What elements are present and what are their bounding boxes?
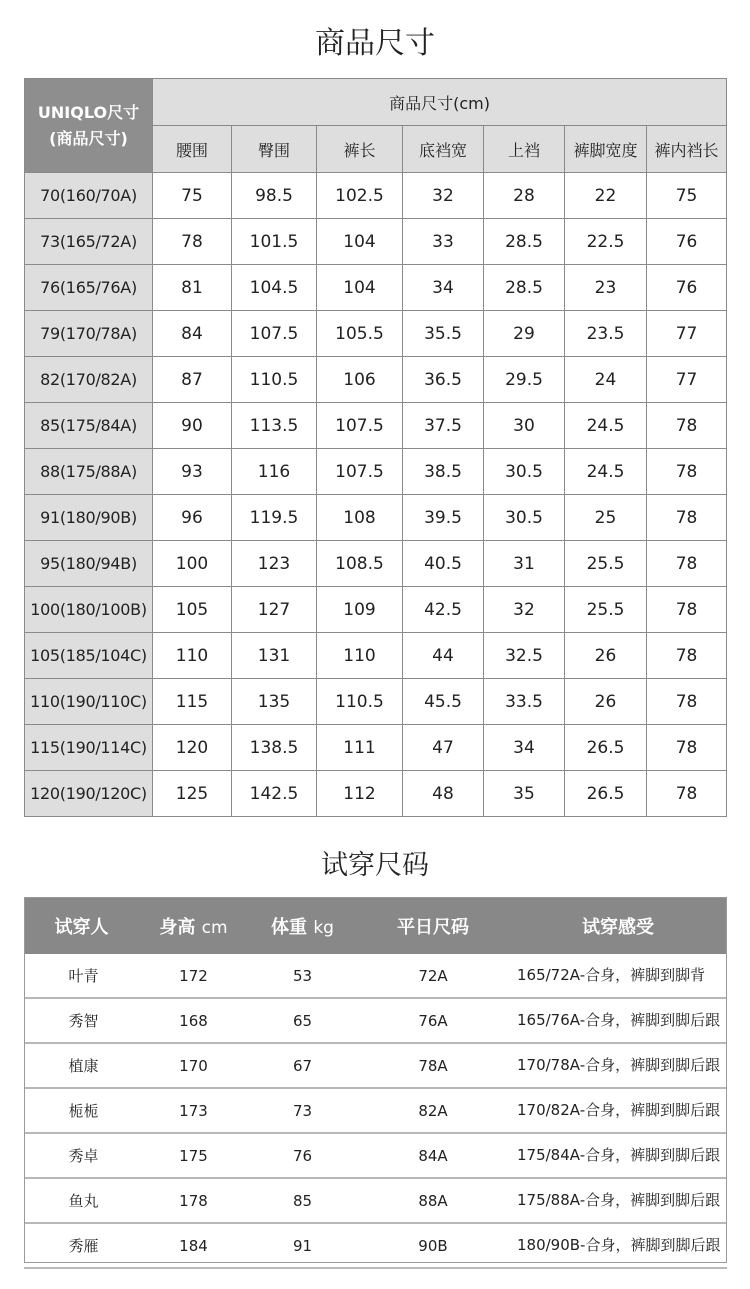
size-row <box>25 219 727 265</box>
size-row <box>25 587 727 633</box>
fit-weight-cell: 73 <box>248 1088 357 1133</box>
size-value-cell: 31 <box>484 541 565 587</box>
corner-label-line2: (商品尺寸) <box>49 128 128 148</box>
size-table <box>24 78 727 817</box>
size-column-header: 上裆 <box>484 126 565 173</box>
size-value-cell: 36.5 <box>403 357 484 403</box>
size-value-cell: 33.5 <box>484 679 565 725</box>
size-value-cell: 111 <box>317 725 403 771</box>
size-value-cell: 142.5 <box>232 771 317 817</box>
size-value-cell: 28.5 <box>484 219 565 265</box>
size-value-cell: 78 <box>647 403 727 449</box>
size-value-cell: 84 <box>153 311 232 357</box>
size-row <box>25 449 727 495</box>
size-column-header: 裤脚宽度 <box>565 126 647 173</box>
size-value-cell: 30 <box>484 403 565 449</box>
size-value-cell: 78 <box>647 587 727 633</box>
size-value-cell: 123 <box>232 541 317 587</box>
size-value-cell: 98.5 <box>232 173 317 219</box>
fit-size-cell: 82A <box>357 1088 509 1133</box>
size-value-cell: 108.5 <box>317 541 403 587</box>
size-value-cell: 24.5 <box>565 403 647 449</box>
size-value-cell: 26 <box>565 679 647 725</box>
size-value-cell: 106 <box>317 357 403 403</box>
size-value-cell: 30.5 <box>484 449 565 495</box>
size-value-cell: 78 <box>647 449 727 495</box>
fit-feel-cell: 170/78A-合身，裤脚到脚后跟 <box>509 1043 727 1088</box>
size-value-cell: 107.5 <box>317 403 403 449</box>
size-value-cell: 29 <box>484 311 565 357</box>
size-value-cell: 24.5 <box>565 449 647 495</box>
fit-person-cell: 栀栀 <box>24 1088 139 1133</box>
size-value-cell: 34 <box>484 725 565 771</box>
size-value-cell: 78 <box>647 541 727 587</box>
size-label-cell: 100(180/100B) <box>25 587 153 633</box>
size-value-cell: 25.5 <box>565 541 647 587</box>
size-value-cell: 104 <box>317 219 403 265</box>
size-row <box>25 633 727 679</box>
size-value-cell: 32.5 <box>484 633 565 679</box>
size-label-cell: 120(190/120C) <box>25 771 153 817</box>
fit-person-cell: 秀智 <box>24 998 139 1043</box>
fit-header-feel: 试穿感受 <box>509 897 727 954</box>
size-value-cell: 101.5 <box>232 219 317 265</box>
size-value-cell: 76 <box>647 219 727 265</box>
size-row <box>25 771 727 817</box>
fit-person-cell: 叶青 <box>24 954 139 998</box>
fit-size-cell: 84A <box>357 1133 509 1178</box>
fit-height-cell: 184 <box>139 1223 248 1268</box>
fit-row <box>24 1223 727 1268</box>
size-label-cell: 95(180/94B) <box>25 541 153 587</box>
fit-size-cell: 88A <box>357 1178 509 1223</box>
fit-height-cell: 178 <box>139 1178 248 1223</box>
size-label-cell: 85(175/84A) <box>25 403 153 449</box>
size-value-cell: 48 <box>403 771 484 817</box>
size-label-cell: 82(170/82A) <box>25 357 153 403</box>
size-column-header: 裤长 <box>317 126 403 173</box>
size-value-cell: 102.5 <box>317 173 403 219</box>
fit-row <box>24 1043 727 1088</box>
size-value-cell: 39.5 <box>403 495 484 541</box>
fit-size-cell: 90B <box>357 1223 509 1268</box>
size-row <box>25 403 727 449</box>
size-value-cell: 34 <box>403 265 484 311</box>
size-value-cell: 87 <box>153 357 232 403</box>
size-value-cell: 22.5 <box>565 219 647 265</box>
size-value-cell: 28.5 <box>484 265 565 311</box>
size-value-cell: 42.5 <box>403 587 484 633</box>
size-value-cell: 78 <box>647 725 727 771</box>
fit-feel-cell: 165/76A-合身，裤脚到脚后跟 <box>509 998 727 1043</box>
size-row <box>25 679 727 725</box>
size-value-cell: 107.5 <box>317 449 403 495</box>
size-label-cell: 79(170/78A) <box>25 311 153 357</box>
size-value-cell: 32 <box>484 587 565 633</box>
fit-feel-cell: 170/82A-合身，裤脚到脚后跟 <box>509 1088 727 1133</box>
size-value-cell: 25 <box>565 495 647 541</box>
size-value-cell: 78 <box>153 219 232 265</box>
size-value-cell: 125 <box>153 771 232 817</box>
size-value-cell: 29.5 <box>484 357 565 403</box>
size-value-cell: 33 <box>403 219 484 265</box>
size-value-cell: 108 <box>317 495 403 541</box>
size-value-cell: 120 <box>153 725 232 771</box>
fit-weight-cell: 67 <box>248 1043 357 1088</box>
size-row <box>25 265 727 311</box>
size-value-cell: 119.5 <box>232 495 317 541</box>
size-value-cell: 26.5 <box>565 771 647 817</box>
size-value-cell: 32 <box>403 173 484 219</box>
size-value-cell: 110.5 <box>317 679 403 725</box>
size-column-header: 底裆宽 <box>403 126 484 173</box>
size-value-cell: 96 <box>153 495 232 541</box>
fit-row <box>24 998 727 1043</box>
fit-row <box>24 1133 727 1178</box>
size-value-cell: 37.5 <box>403 403 484 449</box>
fit-header-size: 平日尺码 <box>357 897 509 954</box>
size-value-cell: 115 <box>153 679 232 725</box>
size-value-cell: 28 <box>484 173 565 219</box>
size-value-cell: 26.5 <box>565 725 647 771</box>
fit-height-cell: 175 <box>139 1133 248 1178</box>
size-value-cell: 112 <box>317 771 403 817</box>
size-value-cell: 23.5 <box>565 311 647 357</box>
size-label-cell: 88(175/88A) <box>25 449 153 495</box>
size-value-cell: 104 <box>317 265 403 311</box>
size-value-cell: 78 <box>647 633 727 679</box>
fit-weight-cell: 76 <box>248 1133 357 1178</box>
fit-person-cell: 植康 <box>24 1043 139 1088</box>
size-row <box>25 541 727 587</box>
size-value-cell: 77 <box>647 357 727 403</box>
size-value-cell: 78 <box>647 771 727 817</box>
size-value-cell: 75 <box>647 173 727 219</box>
fit-header-weight-unit: kg <box>313 917 334 938</box>
fit-height-cell: 170 <box>139 1043 248 1088</box>
size-label-cell: 73(165/72A) <box>25 219 153 265</box>
size-column-header: 裤内裆长 <box>647 126 727 173</box>
size-value-cell: 113.5 <box>232 403 317 449</box>
size-value-cell: 131 <box>232 633 317 679</box>
fit-header-person: 试穿人 <box>24 897 139 954</box>
fit-weight-cell: 53 <box>248 954 357 998</box>
size-row <box>25 357 727 403</box>
size-value-cell: 110.5 <box>232 357 317 403</box>
size-value-cell: 138.5 <box>232 725 317 771</box>
fit-table <box>24 897 727 1269</box>
size-value-cell: 127 <box>232 587 317 633</box>
size-column-header: 臀围 <box>232 126 317 173</box>
fit-header-height-unit: cm <box>201 917 228 938</box>
size-value-cell: 40.5 <box>403 541 484 587</box>
size-section-title: 商品尺寸 <box>315 26 435 61</box>
size-label-cell: 115(190/114C) <box>25 725 153 771</box>
size-value-cell: 90 <box>153 403 232 449</box>
fit-feel-cell: 175/84A-合身，裤脚到脚后跟 <box>509 1133 727 1178</box>
size-value-cell: 76 <box>647 265 727 311</box>
size-value-cell: 75 <box>153 173 232 219</box>
fit-row <box>24 1178 727 1223</box>
fit-header-weight <box>248 897 357 954</box>
size-value-cell: 93 <box>153 449 232 495</box>
size-value-cell: 105 <box>153 587 232 633</box>
size-value-cell: 107.5 <box>232 311 317 357</box>
size-value-cell: 30.5 <box>484 495 565 541</box>
fit-person-cell: 秀卓 <box>24 1133 139 1178</box>
fit-height-cell: 173 <box>139 1088 248 1133</box>
size-row <box>25 495 727 541</box>
size-label-cell: 76(165/76A) <box>25 265 153 311</box>
fit-height-cell: 172 <box>139 954 248 998</box>
size-corner-header <box>25 79 153 173</box>
size-value-cell: 26 <box>565 633 647 679</box>
size-value-cell: 78 <box>647 679 727 725</box>
fit-header-weight-label: 体重 <box>271 916 308 938</box>
size-group-header: 商品尺寸(cm) <box>153 79 727 126</box>
size-value-cell: 22 <box>565 173 647 219</box>
fit-person-cell: 秀雁 <box>24 1223 139 1268</box>
size-label-cell: 105(185/104C) <box>25 633 153 679</box>
fit-row <box>24 1088 727 1133</box>
size-value-cell: 81 <box>153 265 232 311</box>
size-value-cell: 110 <box>317 633 403 679</box>
size-value-cell: 104.5 <box>232 265 317 311</box>
size-row <box>25 173 727 219</box>
fit-weight-cell: 91 <box>248 1223 357 1268</box>
size-value-cell: 116 <box>232 449 317 495</box>
fit-header-height-label: 身高 <box>159 916 196 938</box>
fit-weight-cell: 85 <box>248 1178 357 1223</box>
corner-label-line1: UNIQLO尺寸 <box>37 102 140 122</box>
size-value-cell: 24 <box>565 357 647 403</box>
size-row <box>25 725 727 771</box>
size-value-cell: 110 <box>153 633 232 679</box>
size-value-cell: 78 <box>647 495 727 541</box>
fit-size-cell: 78A <box>357 1043 509 1088</box>
fit-weight-cell: 65 <box>248 998 357 1043</box>
size-value-cell: 77 <box>647 311 727 357</box>
size-value-cell: 35 <box>484 771 565 817</box>
fit-row <box>24 954 727 998</box>
size-label-cell: 70(160/70A) <box>25 173 153 219</box>
fit-person-cell: 鱼丸 <box>24 1178 139 1223</box>
fit-feel-cell: 175/88A-合身，裤脚到脚后跟 <box>509 1178 727 1223</box>
size-label-cell: 91(180/90B) <box>25 495 153 541</box>
fit-header-height <box>139 897 248 954</box>
size-value-cell: 25.5 <box>565 587 647 633</box>
size-column-header: 腰围 <box>153 126 232 173</box>
size-value-cell: 23 <box>565 265 647 311</box>
size-value-cell: 100 <box>153 541 232 587</box>
size-value-cell: 44 <box>403 633 484 679</box>
size-value-cell: 45.5 <box>403 679 484 725</box>
fit-size-cell: 76A <box>357 998 509 1043</box>
size-label-cell: 110(190/110C) <box>25 679 153 725</box>
size-value-cell: 47 <box>403 725 484 771</box>
size-value-cell: 38.5 <box>403 449 484 495</box>
fit-feel-cell: 180/90B-合身，裤脚到脚后跟 <box>509 1223 727 1268</box>
fit-feel-cell: 165/72A-合身，裤脚到脚背 <box>509 954 727 998</box>
fit-size-cell: 72A <box>357 954 509 998</box>
size-value-cell: 105.5 <box>317 311 403 357</box>
fit-height-cell: 168 <box>139 998 248 1043</box>
size-value-cell: 35.5 <box>403 311 484 357</box>
fit-section-title: 试穿尺码 <box>321 850 429 881</box>
size-value-cell: 135 <box>232 679 317 725</box>
size-value-cell: 109 <box>317 587 403 633</box>
size-row <box>25 311 727 357</box>
